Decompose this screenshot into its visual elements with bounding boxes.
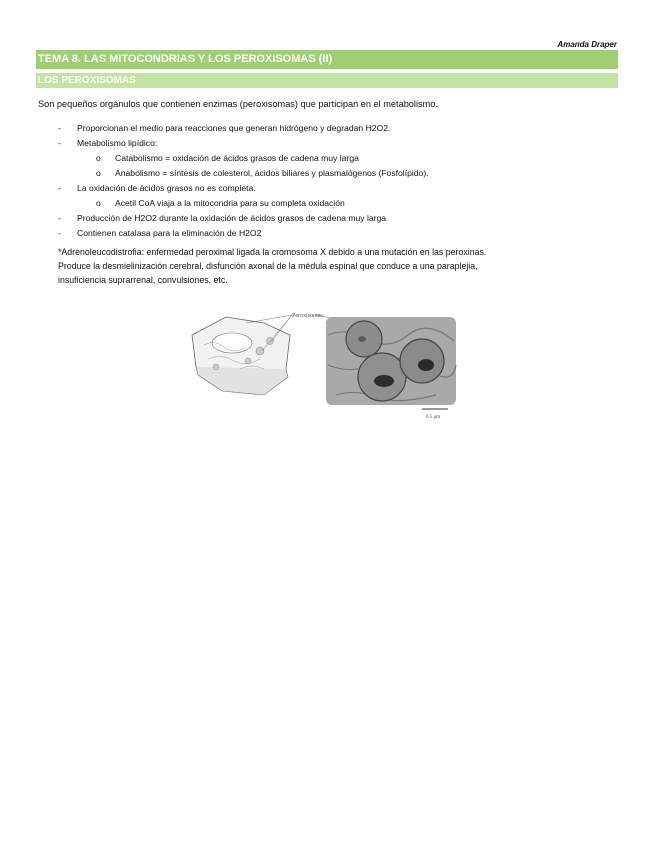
figure-label: Peroxisomes bbox=[292, 313, 323, 319]
author-name: Amanda Draper bbox=[557, 40, 617, 49]
chapter-title: TEMA 8. LAS MITOCONDRIAS Y LOS PEROXISOMAS (II) bbox=[36, 50, 618, 69]
peroxisome-figure bbox=[186, 305, 466, 423]
section-title: LOS PEROXISOMAS bbox=[36, 73, 618, 88]
note-paragraph: *Adrenoleucodistrofia: enfermedad peroximal ligada la cromosoma X debido a una mutación en las peroxinas. Produce la desmielinización cerebral, disfunción axonal de la médula espinal que conduce a una paraplejia, insuficiencia suprarrenal, convulsiones, etc. bbox=[58, 247, 487, 285]
intro-paragraph: Son pequeños orgánulos que contienen enzimas (peroxisomas) que participan en el metabolismo. bbox=[38, 99, 438, 109]
micrograph-icon bbox=[326, 317, 456, 405]
scale-bar-label: 0.5 μm bbox=[426, 415, 441, 420]
cell-drawing-icon bbox=[192, 315, 292, 395]
